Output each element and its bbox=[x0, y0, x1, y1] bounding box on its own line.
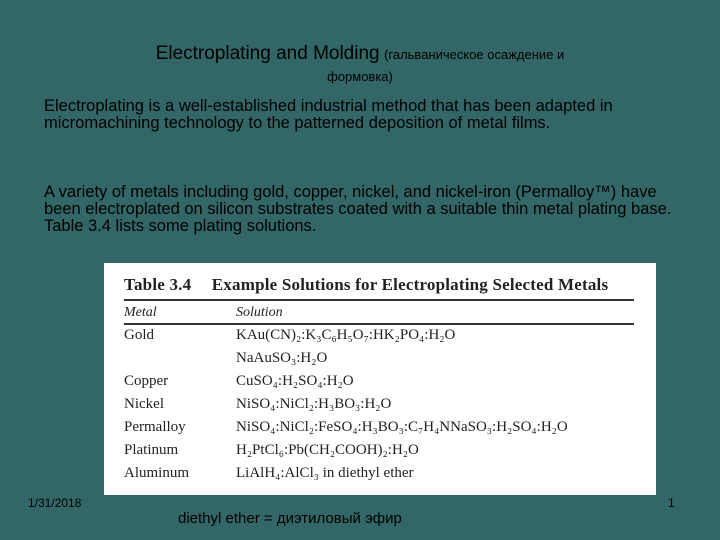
table-cell-solution: NiSO₄:NiCl₂:FeSO₄:H₃BO₃:C₇H₄NNaSO₃:H₂SO₄:H₂O bbox=[236, 419, 568, 435]
table-cell-metal: Platinum bbox=[124, 442, 179, 458]
paragraph-electroplating: Electroplating is a well-established industrial method that has been adapted in micromachining technology to the patterned deposition of metal films. bbox=[44, 97, 613, 132]
paragraph-metals: A variety of metals including gold, copper, nickel, and nickel-iron (Permalloy™) have been electroplated on silicon substrates coated with a suitable thin metal plating base. Table 3.4 lists some plating solutions. bbox=[44, 183, 672, 235]
table-cell-metal: Permalloy bbox=[124, 419, 186, 435]
slide-footnote: diethyl ether = диэтиловый эфир bbox=[178, 510, 402, 527]
table-number: Table 3.4 bbox=[124, 275, 192, 294]
table-cell-metal: Gold bbox=[124, 327, 154, 343]
table-rule-header bbox=[124, 323, 634, 325]
table-cell-solution: LiAlH₄:AlCl₃ in diethyl ether bbox=[236, 465, 414, 481]
table-rule-top bbox=[124, 299, 634, 301]
table-header-solution: Solution bbox=[236, 305, 283, 320]
title-sub: (гальваническое осаждение и bbox=[384, 47, 565, 62]
table-cell-solution: H₂PtCl₆:Pb(CH₂COOH)₂:H₂O bbox=[236, 442, 419, 458]
slide-date: 1/31/2018 bbox=[28, 496, 82, 510]
table-cell-metal: Aluminum bbox=[124, 465, 190, 481]
table-cell-metal: Copper bbox=[124, 373, 169, 389]
table-caption bbox=[124, 275, 608, 295]
table-caption-text: Example Solutions for Electroplating Selected Metals bbox=[211, 275, 609, 294]
table-cell-metal: Nickel bbox=[124, 396, 164, 412]
title-main: Electroplating and Molding bbox=[155, 43, 380, 64]
table-cell-solution: NaAuSO₃:H₂O bbox=[236, 350, 328, 366]
table-header-metal: Metal bbox=[124, 305, 157, 320]
table-cell-solution: CuSO₄:H₂SO₄:H₂O bbox=[236, 373, 354, 389]
slide-title bbox=[0, 42, 720, 89]
slide-page-number: 1 bbox=[668, 496, 675, 510]
table-cell-solution: KAu(CN)₂:K₃C₆H₅O₇:HK₂PO₄:H₂O bbox=[236, 327, 456, 343]
table-cell-solution: NiSO₄:NiCl₂:H₃BO₃:H₂O bbox=[236, 396, 392, 412]
title-sub-line2: формовка) bbox=[327, 69, 393, 84]
plating-solutions-table bbox=[104, 263, 656, 495]
